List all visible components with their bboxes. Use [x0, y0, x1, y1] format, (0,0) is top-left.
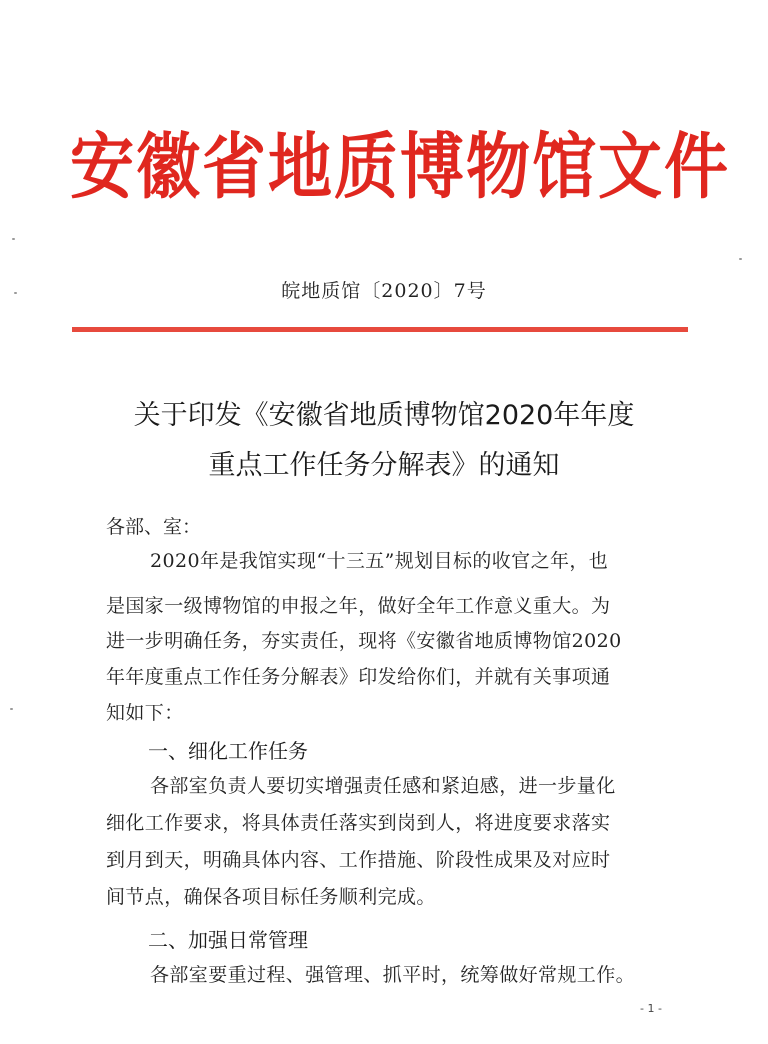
scan-speck — [10, 708, 13, 710]
scan-speck — [739, 258, 742, 260]
section-1-line-3: 到月到天，明确具体内容、工作措施、阶段性成果及对应时 — [106, 849, 611, 871]
section-1-heading: 一、细化工作任务 — [148, 739, 308, 763]
page-number: - 1 - — [640, 1002, 662, 1015]
intro-line-4: 年年度重点工作任务分解表》印发给你们，并就有关事项通 — [106, 666, 611, 688]
section-1-line-4: 间节点，确保各项目标任务顺利完成。 — [106, 886, 436, 908]
notice-title-line-2: 重点工作任务分解表》的通知 — [208, 450, 560, 481]
scan-speck — [12, 238, 15, 240]
intro-line-1: 2020年是我馆实现“十三五”规划目标的收官之年，也 — [150, 550, 609, 572]
intro-line-3: 进一步明确任务，夯实责任，现将《安徽省地质博物馆2020 — [106, 630, 622, 652]
red-divider-line — [72, 327, 688, 332]
document-number: 皖地质馆〔2020〕7号 — [281, 280, 487, 302]
section-1-line-1: 各部室负责人要切实增强责任感和紧迫感，进一步量化 — [150, 775, 616, 797]
section-2-heading: 二、加强日常管理 — [148, 928, 308, 952]
salutation: 各部、室： — [106, 516, 202, 538]
section-2-line-1: 各部室要重过程、强管理、抓平时，统筹做好常规工作。 — [150, 964, 636, 986]
intro-line-5: 知如下： — [106, 702, 184, 724]
notice-title-line-1: 关于印发《安徽省地质博物馆2020年年度 — [133, 400, 635, 431]
intro-line-2: 是国家一级博物馆的申报之年，做好全年工作意义重大。为 — [106, 595, 611, 617]
section-1-line-2: 细化工作要求，将具体责任落实到岗到人，将进度要求落实 — [106, 812, 611, 834]
scan-speck — [14, 292, 17, 294]
document-header-title: 安徽省地质博物馆文件 — [70, 126, 730, 210]
